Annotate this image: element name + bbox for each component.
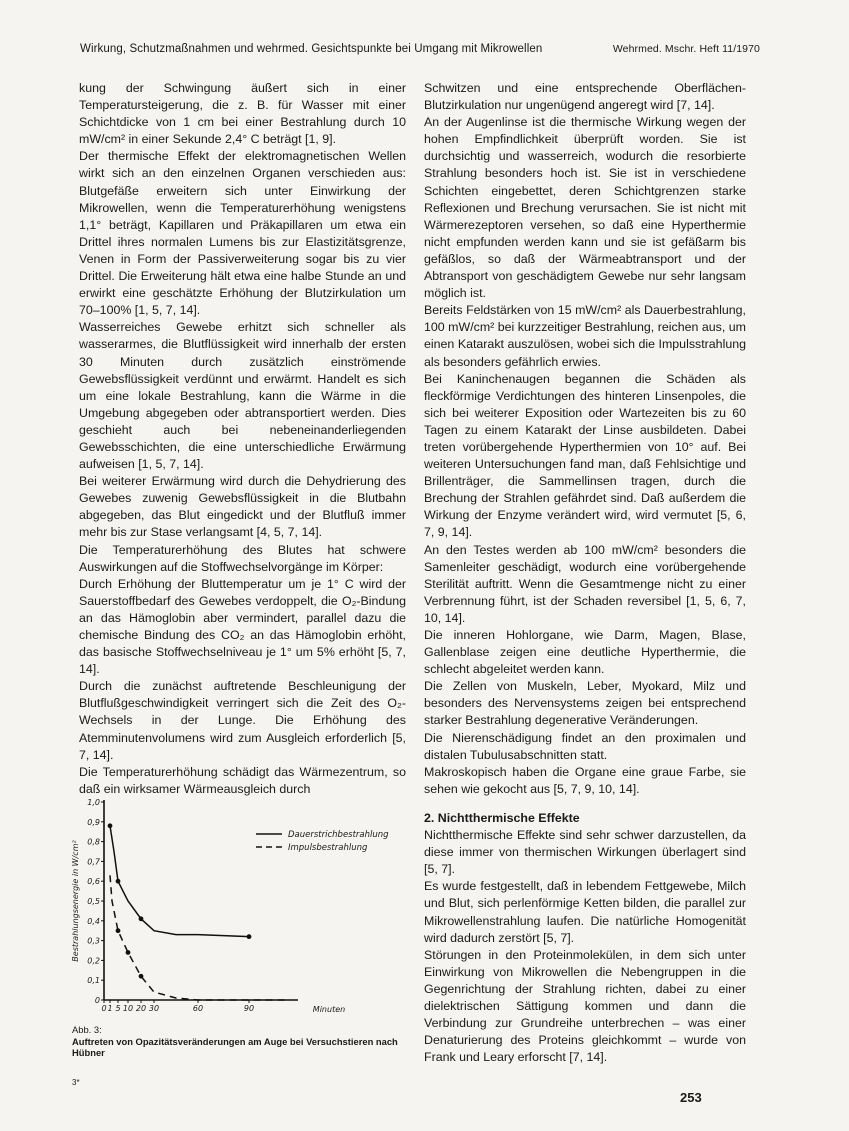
opacity-chart — [68, 790, 418, 1022]
paragraph: Es wurde festgestellt, daß in lebendem Fettgewebe, Milch und Blut, sich perlenförmige Ketten bilden, die parallel zur Mikrowellenstrahlung laufen. Die natürliche Homogenität wird dadurch zerstört [5, 7]. — [424, 879, 746, 945]
data-point — [139, 916, 144, 921]
header-journal: Wehrmed. Mschr. Heft 11/1970 — [612, 43, 760, 55]
y-tick-label: 0,1 — [87, 976, 100, 986]
y-tick-label: 0,7 — [87, 857, 100, 867]
paragraph: Die Temperaturerhöhung schädigt das Wärmezentrum, so daß ein wirksamer Wärmeausgleich durch — [79, 764, 406, 796]
y-tick-label: 0,5 — [87, 897, 100, 906]
paragraph: Bei Kaninchenaugen begannen die Schäden als fleckförmige Verdichtungen des hinteren Linsenpoles, die sich bei weiterer Exposition oder Wartezeiten bis zu 60 Tagen zu einem Katarakt der Linse ausbildeten. Dabei treten vorübergehende Hyperthermien von 10° auf. Bei weiteren Untersuchungen fand man, daß Fehlsichtige und Brillenträger, die Sammellinsen tragen, durch die Brechung der Strahlen gefährdet sind. Daß außerdem die Wirkung der Enzyme verändert wird, wird vermutet [5, 6, 7, 9, 14]. — [424, 371, 746, 540]
x-axis-label: Minuten — [312, 1005, 346, 1014]
x-tick-label: 5 — [115, 1004, 121, 1013]
figure-chart — [68, 790, 418, 1022]
right-column — [424, 80, 746, 1066]
paragraph: Bereits Feldstärken von 15 mW/cm² als Dauerbestrahlung, 100 mW/cm² bei kurzzeitiger Bestrahlung, reichen aus, um einen Katarakt auszulösen, wobei sich die Impulsstrahlung als besonders gefährlich erwies. — [424, 303, 746, 369]
y-tick-label: 0 — [94, 996, 100, 1005]
section-heading: 2. Nichtthermische Effekte — [424, 810, 580, 825]
x-tick-label: 90 — [243, 1004, 255, 1013]
data-point — [108, 823, 113, 828]
series-line-dauerstrich — [110, 826, 249, 937]
footnote-mark: 3* — [72, 1078, 80, 1087]
x-tick-label: 30 — [148, 1004, 160, 1013]
legend-label: Impulsbestrahlung — [288, 843, 368, 853]
y-tick-label: 0,8 — [87, 837, 100, 847]
paragraph: Bei weiterer Erwärmung wird durch die Dehydrierung des Gewebes zuwenig Gewebsflüssigkeit in die Blutbahn abgegeben, das Blut eingedickt und der Blutfluß immer mehr bis zur Stase verlangsamt [4, 5, 7, 14]. — [79, 474, 406, 540]
y-tick-label: 0,2 — [87, 956, 100, 966]
paragraph: Schwitzen und eine entsprechende Oberflächen-Blutzirkulation nur ungenügend angeregt wird [7, 14]. — [424, 81, 746, 113]
paragraph: Makroskopisch haben die Organe eine graue Farbe, sie sehen wie gekocht aus [5, 7, 9, 10, 14]. — [424, 764, 746, 796]
paragraph: Durch die zunächst auftretende Beschleunigung der Blutflußgeschwindigkeit verringert sich die Zeit des O₂-Wechsels in der Lunge. Die Erhöhung des Atemminutenvolumens wird zum Ausgleich erforderlich [5, 7, 14]. — [79, 679, 406, 762]
paragraph: Nichtthermische Effekte sind sehr schwer darzustellen, da diese immer von thermischen Wirkungen überlagert sind [5, 7]. — [424, 828, 746, 877]
x-tick-label: 20 — [135, 1004, 147, 1013]
y-tick-label: 0,3 — [87, 936, 100, 946]
paragraph: Die Temperaturerhöhung des Blutes hat schwere Auswirkungen auf die Stoffwechselvorgänge im Körper: — [79, 542, 406, 574]
paragraph: Wasserreiches Gewebe erhitzt sich schneller als wasserarmes, die Blutflüssigkeit wird innerhalb der ersten 30 Minuten durch zusätzlich einströmende Gewebsflüssigkeit verdünnt und erwärmt. Handelt es sich um eine lokale Bestrahlung, kann die Wärme in die Umgebung abgegeben oder abtransportiert werden. Dies geschieht auch bei nebeneinanderliegenden Gewebsschichten, die eine unterschiedliche Erwärmung aufweisen [1, 5, 7, 14]. — [79, 320, 406, 472]
y-tick-label: 1,0 — [87, 798, 100, 807]
y-axis-label: Bestrahlungsenergie in W/cm² — [71, 840, 80, 962]
legend-label: Dauerstrichbestrahlung — [288, 830, 389, 840]
data-point — [116, 928, 121, 933]
x-tick-label: 0 — [101, 1004, 107, 1013]
y-tick-label: 0,9 — [87, 817, 100, 827]
data-point — [247, 934, 252, 939]
paragraph: Durch Erhöhung der Bluttemperatur um je 1° C wird der Sauerstoffbedarf des Gewebes verdoppelt, die O₂-Bindung an das Hämoglobin aber vermindert, parallel dazu die chemische Bindung des CO₂ an das Hämoglobin erhöht, das basische Stoffwechselniveau je 1° um 5% erhöht [5, 7, 14]. — [79, 576, 406, 677]
paragraph: Störungen in den Proteinmolekülen, in dem sich unter Einwirkung von Mikrowellen die Nebengruppen in die Gegenrichtung der Strahlung richten, dabei zu einer dielektrischen Sättigung kommen und dann die Verbindung zur Grundreihe unterbrechen – was einer Denaturierung des Proteins gleichkommt – wurde von Frank und Leary erforscht [7, 14]. — [424, 947, 746, 1065]
x-tick-label: 1 — [107, 1004, 113, 1013]
data-point — [116, 879, 121, 884]
x-tick-label: 10 — [122, 1004, 134, 1013]
y-tick-label: 0,4 — [87, 916, 100, 926]
figure-caption — [72, 1024, 412, 1059]
caption-number: Abb. 3: — [72, 1024, 102, 1035]
page-number: 253 — [680, 1090, 702, 1105]
paragraph: Der thermische Effekt der elektromagnetischen Wellen wirkt sich an den einzelnen Organen verschieden aus: Blutgefäße erweitern sich unter Einwirkung der Mikrowellen, wenn die Temperaturerhöhung wenigstens 1,1° beträgt, Kapillaren und Präkapillaren um etwa ein Drittel ihres normalen Lumens bis zur Elastizitätsgrenze, Venen in Form der Passiverweiterung sogar bis zu vier Drittel. Die Erweiterung hält etwa eine halbe Stunde an und erwirkt eine geschätzte Erhöhung der Blutzirkulation um 70–100% [1, 5, 7, 14]. — [79, 149, 406, 318]
header-title: Wirkung, Schutzmaßnahmen und wehrmed. Gesichtspunkte bei Umgang mit Mikrowellen — [80, 43, 543, 55]
y-tick-label: 0,6 — [87, 877, 100, 887]
paragraph: Die Zellen von Muskeln, Leber, Myokard, Milz und besonders des Nervensystems zeigen bei entsprechend starker Bestrahlung degenerative Veränderungen. — [424, 679, 746, 728]
paragraph: An der Augenlinse ist die thermische Wirkung wegen der hohen Empfindlichkeit überprüft worden. Sie ist durchsichtig und wasserreich, wodurch die resorbierte Strahlung besonders hoch ist. Sie ist in verschiedene Schichten eingebettet, deren Schichtgrenzen starke Reflexionen und Brechung verursachen. Sie ist nicht mit Wärmerezeptoren versehen, so daß eine Hyperthermie nicht empfunden werden kann und sie ist gefäßarm bis gefäßlos, so daß der Wärmeabtransport und der Abtransport von geschädigtem Gewebe nur sehr langsam möglich ist. — [424, 115, 746, 301]
caption-text: Auftreten von Opazitätsveränderungen am Auge bei Versuchstieren nach Hübner — [72, 1035, 398, 1058]
left-column — [79, 80, 406, 798]
paragraph: Die Nierenschädigung findet an den proximalen und distalen Tubulusabschnitten statt. — [424, 730, 746, 762]
data-point — [126, 950, 131, 955]
paragraph: Die inneren Hohlorgane, wie Darm, Magen, Blase, Gallenblase zeigen eine deutliche Hyperthermie, die schlecht abgeleitet werden kann. — [424, 628, 746, 677]
x-tick-label: 60 — [192, 1004, 204, 1013]
paragraph: kung der Schwingung äußert sich in einer Temperatursteigerung, die z. B. für Wasser mit einer Schichtdicke von 1 cm bei einer Bestrahlung durch 10 mW/cm² in einer Sekunde 2,4° C beträgt [1, 9]. — [79, 81, 406, 147]
paragraph: An den Testes werden ab 100 mW/cm² besonders die Samenleiter geschädigt, wodurch eine vorübergehende Sterilität auftritt. Wenn die Gesamtmenge nicht zu einer Verbrennung führt, ist der Schaden reversibel [1, 5, 6, 7, 10, 14]. — [424, 542, 746, 625]
series-line-impuls — [110, 875, 290, 1000]
data-point — [139, 974, 144, 979]
